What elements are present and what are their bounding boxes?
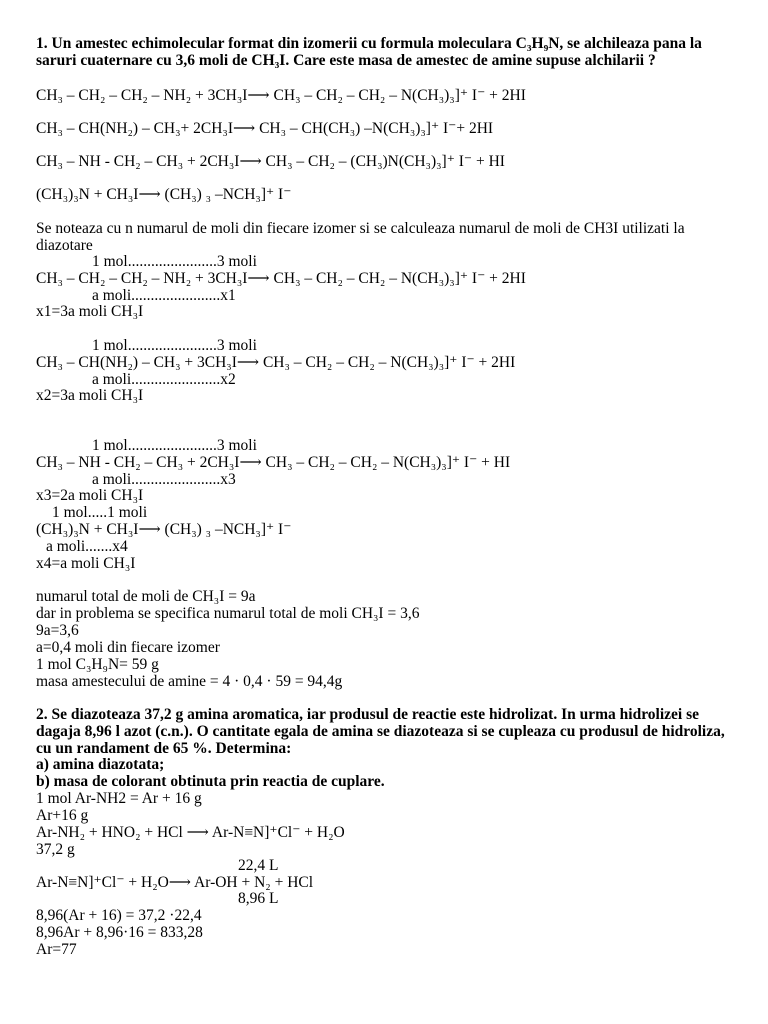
- reaction-equation-3: CH₃ – NH - CH₂ – CH₃ + 2CH₃I⟶ CH₃ – CH₂ – (CH₃)N(CH₃)₃]⁺ I⁻ + HI: [36, 153, 505, 170]
- calc-line6: masa amestecului de amine = 4 · 0,4 · 59 = 94,4g: [36, 673, 343, 690]
- problem2-title-line2: dagaja 8,96 l azot (c.n.). O cantitate egala de amina se diazoteaza si se cupleaza cu produsul de hidroliza,: [36, 723, 725, 740]
- p2-volume-22-4L: 22,4 L: [238, 857, 279, 874]
- stoich1-top: 1 mol.......................3 moli: [92, 253, 257, 270]
- reaction-equation-1: CH₃ – CH₂ – CH₂ – NH₂ + 3CH₃I⟶ CH₃ – CH₂ – CH₂ – N(CH₃)₃]⁺ I⁻ + 2HI: [36, 87, 526, 104]
- stoich2-equation: CH₃ – CH(NH₂) – CH₃ + 3CH₃I⟶ CH₃ – CH₂ – CH₂ – N(CH₃)₃]⁺ I⁻ + 2HI: [36, 354, 516, 371]
- calc-line2: dar in problema se specifica numarul total de moli CH₃I = 3,6: [36, 605, 420, 622]
- stoich2-result: x2=3a moli CH₃I: [36, 387, 144, 404]
- p2-diazotization-equation: Ar-NH₂ + HNO₂ + HCl ⟶ Ar-N≡N]⁺Cl⁻ + H₂O: [36, 824, 345, 841]
- p2-calc-line1: 8,96(Ar + 16) = 37,2 ·22,4: [36, 907, 202, 924]
- p2-result-ar: Ar=77: [36, 941, 77, 958]
- stoich4-top: 1 mol.....1 moli: [52, 504, 148, 521]
- problem2-title-line1: 2. Se diazoteaza 37,2 g amina aromatica, iar produsul de reactie este hidrolizat. In urma hidrolizei se: [36, 706, 700, 723]
- reaction-equation-2: CH₃ – CH(NH₂) – CH₃+ 2CH₃I⟶ CH₃ – CH(CH₃) –N(CH₃)₃]⁺ I⁻+ 2HI: [36, 120, 494, 137]
- calc-line1: numarul total de moli de CH₃I = 9a: [36, 588, 256, 605]
- stoich3-top: 1 mol.......................3 moli: [92, 437, 257, 454]
- reaction-equation-4: (CH₃)₃N + CH₃I⟶ (CH₃) ₃ –NCH₃]⁺ I⁻: [36, 186, 292, 203]
- p2-line2: Ar+16 g: [36, 807, 89, 824]
- stoich1-result: x1=3a moli CH₃I: [36, 303, 144, 320]
- p2-hydrolysis-equation: Ar-N≡N]⁺Cl⁻ + H₂O⟶ Ar-OH + N₂ + HCl: [36, 874, 314, 891]
- stoich3-bottom: a moli.......................x3: [92, 471, 236, 488]
- explanation-line2: diazotare: [36, 237, 93, 254]
- p2-calc-line2: 8,96Ar + 8,96·16 = 833,28: [36, 924, 203, 941]
- calc-line4: a=0,4 moli din fiecare izomer: [36, 639, 220, 656]
- stoich3-equation: CH₃ – NH - CH₂ – CH₃ + 2CH₃I⟶ CH₃ – CH₂ – CH₂ – N(CH₃)₃]⁺ I⁻ + HI: [36, 454, 511, 471]
- stoich3-result: x3=2a moli CH₃I: [36, 487, 144, 504]
- problem2-question-a: a) amina diazotata;: [36, 756, 165, 773]
- calc-line3: 9a=3,6: [36, 622, 79, 639]
- stoich4-bottom: a moli.......x4: [46, 538, 128, 555]
- stoich4-result: x4=a moli CH₃I: [36, 555, 136, 572]
- calc-line5: 1 mol C₃H₉N= 59 g: [36, 656, 159, 673]
- problem2-question-b: b) masa de colorant obtinuta prin reactia de cuplare.: [36, 773, 385, 790]
- stoich2-top: 1 mol.......................3 moli: [92, 337, 257, 354]
- stoich1-bottom: a moli.......................x1: [92, 287, 236, 304]
- p2-line1: 1 mol Ar-NH2 = Ar + 16 g: [36, 790, 202, 807]
- p2-mass-37-2g: 37,2 g: [36, 841, 75, 858]
- stoich1-equation: CH₃ – CH₂ – CH₂ – NH₂ + 3CH₃I⟶ CH₃ – CH₂ – CH₂ – N(CH₃)₃]⁺ I⁻ + 2HI: [36, 270, 526, 287]
- p2-volume-8-96L: 8,96 L: [238, 890, 279, 907]
- problem1-title-line1: 1. Un amestec echimolecular format din izomerii cu formula moleculara C₃H₉N, se alchileaza pana la: [36, 35, 702, 52]
- explanation-line1: Se noteaza cu n numarul de moli din fiecare izomer si se calculeaza numarul de moli de CH3I utilizati la: [36, 220, 685, 237]
- problem1-title-line2: saruri cuaternare cu 3,6 moli de CH₃I. Care este masa de amestec de amine supuse alchilarii ?: [36, 52, 656, 69]
- stoich2-bottom: a moli.......................x2: [92, 371, 236, 388]
- stoich4-equation: (CH₃)₃N + CH₃I⟶ (CH₃) ₃ –NCH₃]⁺ I⁻: [36, 521, 292, 538]
- problem2-title-line3: cu un randament de 65 %. Determina:: [36, 740, 292, 757]
